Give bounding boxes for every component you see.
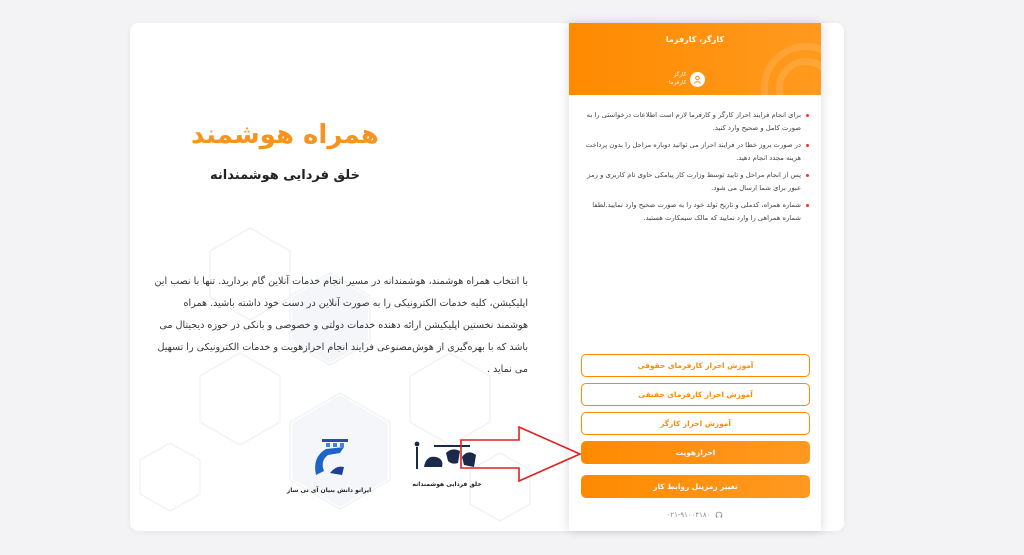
itsaz-logo-caption: ایرانو دانش بنیان آی تی ساز: [286, 487, 372, 494]
itsaz-logo: [279, 437, 379, 494]
panel-header: [569, 23, 821, 95]
user-icon: [690, 72, 705, 87]
role-employer: کارفرما: [669, 80, 687, 86]
red-arrow-annotation: [459, 424, 584, 486]
role-label: [669, 71, 686, 87]
headset-icon: [715, 511, 723, 519]
rule-item: پس از انجام مراحل و تایید توسط وزارت کار پیامکی حاوی نام کاربری و رمز عبور برای شما ارسال می شود.: [579, 169, 809, 195]
hamrah-logo-caption: خلق فردایی هوشمندانه: [412, 481, 482, 488]
rule-item: برای انجام فرایند احراز کارگر و کارفرما لازم است اطلاعات درخواستی را به صورت کامل و صحیح وارد کنید.: [579, 109, 809, 135]
role-badge[interactable]: [669, 71, 705, 87]
support-phone: [569, 511, 821, 519]
brand-subtitle: خلق فردایی هوشمندانه: [210, 168, 360, 183]
panel-title: کارگر، کارفرما: [665, 35, 725, 44]
itsaz-logo-icon: [306, 437, 352, 479]
brand-description: با انتخاب همراه هوشمند، هوشمندانه در مسیر انجام خدمات آنلاین گام بردارید. تنها با نصب این اپلیکیشن، کلیه خدمات الکترونیکی را به صورت آنلاین در دست خود داشته باشید. همراه هوشمند نخستین اپلیکیشن ارائه دهنده خدمات دولتی و خصوصی و بانکی در حوزه دیجیتال می باشد که با بهره‌گیری از هوش‌مصنوعی فرایند انجام احرازهویت و خدمات الکترونیکی را تسهیل می نماید .: [154, 276, 528, 375]
auth-panel: [569, 23, 821, 531]
role-worker: کارگر: [673, 72, 687, 78]
worker-tutorial-button[interactable]: آموزش احراز کارگر: [581, 412, 810, 435]
rule-item: شماره همراه، کدملی و تاریخ تولد خود را به صورت صحیح وارد نمایید.لطفا شماره همراهی را وارد نمایید که مالک سیمکارت هستید.: [579, 199, 809, 225]
verify-identity-button[interactable]: احرازهویت: [581, 441, 810, 464]
brand-title: همراه هوشمند: [191, 120, 379, 150]
rules-list: [579, 109, 809, 229]
legal-employer-tutorial-button[interactable]: آموزش احراز کارفرمای حقوقی: [581, 354, 810, 377]
phone-number: ۰۲۱-۹۱۰۰۴۱۸۰: [666, 511, 711, 519]
change-password-button[interactable]: تغییر رمزپنل روابط کار: [581, 475, 810, 498]
real-employer-tutorial-button[interactable]: آموزش احراز کارفرمای حقیقی: [581, 383, 810, 406]
rule-item: در صورت بروز خطا در فرایند احراز می توانید دوباره مراحل را بدون پرداخت هزینه مجدد انجام دهید.: [579, 139, 809, 165]
